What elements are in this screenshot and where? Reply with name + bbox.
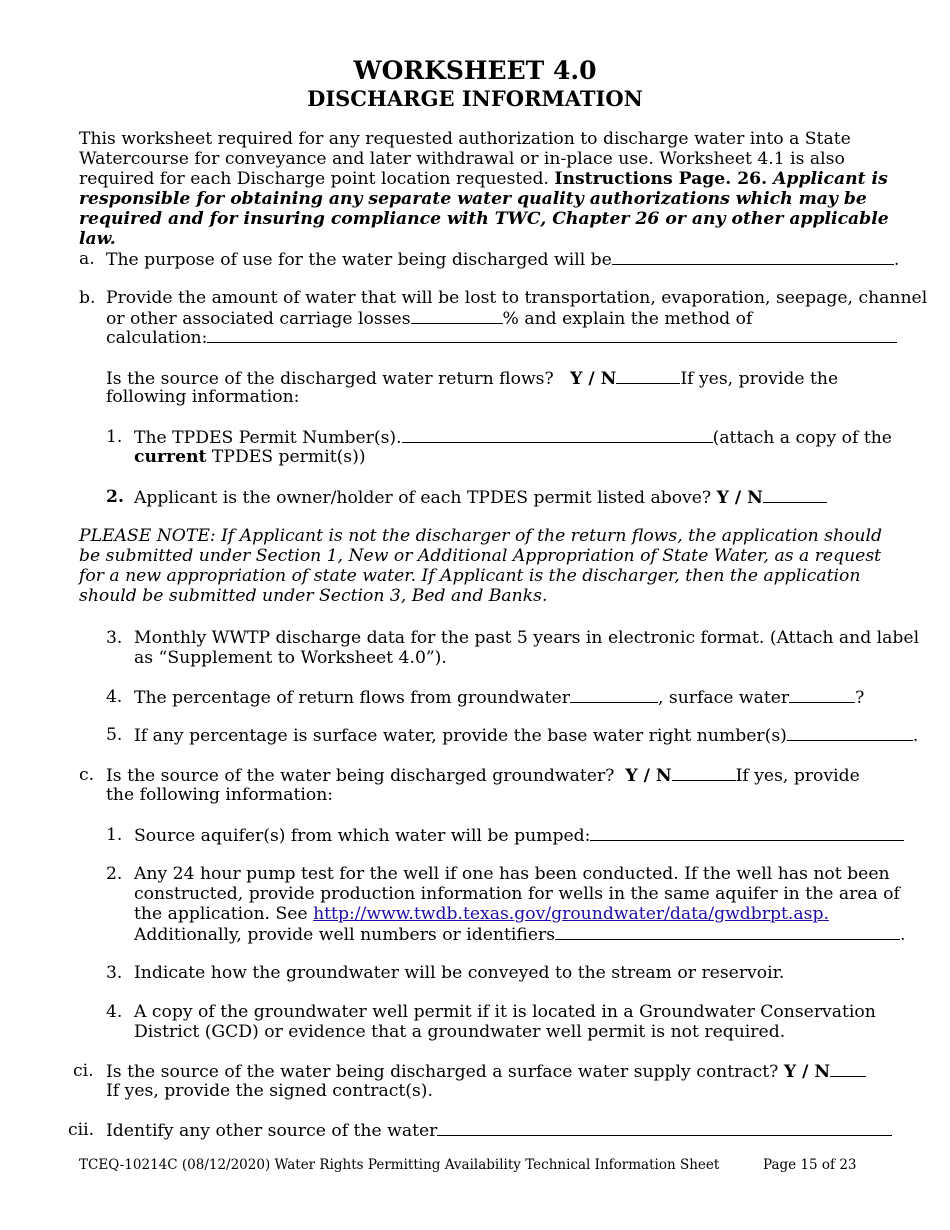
- calculation-method-field[interactable]: [207, 327, 897, 343]
- c-item-3: Indicate how the groundwater will be conveyed to the stream or reservoir.: [134, 963, 785, 983]
- b-item-1-line2-rest: TPDES permit(s)): [206, 447, 366, 467]
- b-item-1-post: (attach a copy of the: [712, 428, 892, 448]
- item-ci-marker: ci.: [73, 1061, 94, 1081]
- b-item-5: [134, 725, 918, 746]
- item-c-marker: c.: [79, 765, 95, 785]
- c-item-2-line1: Any 24 hour pump test for the well if one has been conducted. If the well has not been: [134, 864, 890, 884]
- b-item-2-text: Applicant is the owner/holder of each TPDES permit listed above?: [134, 488, 712, 508]
- b-item-4-end: ?: [855, 688, 865, 708]
- item-b-line3-text: calculation:: [106, 328, 208, 348]
- item-a-text: The purpose of use for the water being discharged will be: [106, 250, 612, 270]
- groundwater-percent-field[interactable]: [570, 687, 658, 703]
- b-item-1-line2: [134, 447, 366, 467]
- c-item-2-num: 2.: [106, 864, 123, 884]
- carriage-loss-percent-field[interactable]: [411, 308, 503, 324]
- item-c-yn: Y / N: [625, 766, 672, 786]
- b-item-2-num: 2.: [106, 487, 124, 507]
- supply-contract-answer-field[interactable]: [830, 1061, 866, 1077]
- b-item-1: [134, 427, 892, 448]
- item-cii: [106, 1120, 892, 1141]
- surface-water-percent-field[interactable]: [789, 687, 855, 703]
- c-item-2-line3-pre: the application. See: [134, 904, 314, 924]
- item-b-line2-pre: or other associated carriage losses: [106, 309, 411, 329]
- b-item-1-num: 1.: [106, 427, 123, 447]
- c-item-4-num: 4.: [106, 1002, 123, 1022]
- item-ci-yn: Y / N: [783, 1062, 831, 1082]
- item-c-post: If yes, provide: [735, 766, 860, 786]
- item-cii-marker: cii.: [68, 1120, 95, 1140]
- b-item-3-line2: as “Supplement to Worksheet 4.0”).: [134, 648, 447, 668]
- c-item-2-line3-post: .: [823, 904, 829, 924]
- b-item-5-num: 5.: [106, 725, 123, 745]
- purpose-of-use-field[interactable]: [612, 249, 894, 265]
- c-item-1-num: 1.: [106, 825, 123, 845]
- tpdes-permit-number-field[interactable]: [402, 427, 713, 443]
- b-item-4-mid: , surface water: [657, 688, 790, 708]
- b-item-2-yn: Y / N: [716, 488, 763, 508]
- item-c: [106, 765, 860, 786]
- b-item-5-end: .: [912, 726, 919, 746]
- permit-owner-answer-field[interactable]: [763, 487, 827, 503]
- return-flows-yn: Y / N: [570, 369, 617, 389]
- item-a: [106, 249, 899, 270]
- return-flows-line2: following information:: [106, 387, 300, 407]
- item-b-line1: Provide the amount of water that will be lost to transportation, evaporation, seepage, channel: [106, 288, 928, 308]
- intro-warning: Applicant is responsible for obtaining any separate water quality authorizations which may be required and for insuring compliance with TWC, Chapter 26 or any other applicable law.: [79, 169, 889, 249]
- b-item-4-num: 4.: [106, 687, 123, 707]
- c-item-2-line4-text: Additionally, provide well numbers or identifiers: [134, 925, 556, 945]
- b-item-1-current: current: [134, 447, 207, 467]
- intro-text: This worksheet required for any requested authorization to discharge water into a State Watercourse for conveyance and later withdrawal or in-place use. Worksheet 4.1 is also required for each Discharge point location requested.: [79, 129, 851, 189]
- c-item-2-line4: [134, 924, 906, 945]
- other-source-field[interactable]: [437, 1120, 892, 1136]
- source-aquifer-field[interactable]: [590, 825, 904, 841]
- return-flows-answer-field[interactable]: [616, 368, 680, 384]
- item-a-end: .: [893, 250, 900, 270]
- c-item-2-line2: constructed, provide production information for wells in the same aquifer in the area of: [134, 884, 900, 904]
- well-identifiers-field[interactable]: [555, 924, 900, 940]
- c-item-1-text: Source aquifer(s) from which water will be pumped:: [134, 826, 591, 846]
- b-item-1-pre: The TPDES Permit Number(s).: [134, 428, 402, 448]
- b-item-3-num: 3.: [106, 628, 123, 648]
- worksheet-subtitle: DISCHARGE INFORMATION: [307, 86, 643, 111]
- item-c-line2: the following information:: [106, 785, 334, 805]
- b-item-3-line1: Monthly WWTP discharge data for the past 5 years in electronic format. (Attach and label: [134, 628, 920, 648]
- intro-paragraph: [79, 129, 891, 249]
- c-item-1: [134, 825, 904, 846]
- item-c-question: Is the source of the water being discharged groundwater?: [106, 766, 615, 786]
- worksheet-title: WORKSHEET 4.0: [353, 56, 597, 85]
- please-note: PLEASE NOTE: If Applicant is not the discharger of the return flows, the application should be submitted under Section 1, New or Additional Appropriation of State Water, as a request for a new appropriation of state water. If Applicant is the discharger, then the application should be submitted under Section 3, Bed and Banks.: [79, 526, 882, 606]
- c-item-2-line4-end: .: [900, 925, 906, 945]
- item-ci-text: Is the source of the water being discharged a surface water supply contract?: [106, 1062, 779, 1082]
- item-b-line2-post: % and explain the method of: [502, 309, 753, 329]
- c-item-3-num: 3.: [106, 963, 123, 983]
- item-cii-text: Identify any other source of the water: [106, 1121, 438, 1141]
- item-b-marker: b.: [79, 288, 96, 308]
- b-item-5-pre: If any percentage is surface water, provide the base water right number(s): [134, 726, 787, 746]
- item-ci-line2: If yes, provide the signed contract(s).: [106, 1081, 433, 1101]
- footer-form-id: TCEQ-10214C (08/12/2020) Water Rights Permitting Availability Technical Information Sheet: [79, 1157, 720, 1173]
- item-b-line2: [106, 308, 752, 329]
- c-item-4-line1: A copy of the groundwater well permit if it is located in a Groundwater Conservation: [134, 1002, 876, 1022]
- c-item-4-line2: District (GCD) or evidence that a groundwater well permit is not required.: [134, 1022, 786, 1042]
- base-water-right-number-field[interactable]: [787, 725, 913, 741]
- intro-instructions: Instructions Page. 26.: [554, 169, 768, 189]
- b-item-2: [134, 487, 827, 508]
- b-item-4-pre: The percentage of return flows from groundwater: [134, 688, 570, 708]
- return-flows-text: Is the source of the discharged water return flows?: [106, 369, 554, 389]
- item-a-marker: a.: [79, 249, 95, 269]
- c-item-2-line3: [134, 904, 829, 924]
- item-ci: [106, 1061, 866, 1082]
- item-b-line3: [106, 327, 897, 348]
- groundwater-source-answer-field[interactable]: [672, 765, 736, 781]
- footer-page-number: Page 15 of 23: [763, 1157, 857, 1173]
- b-item-4: [134, 687, 864, 708]
- return-flows-question: [106, 368, 838, 389]
- return-flows-post: If yes, provide the: [680, 369, 839, 389]
- twdb-groundwater-link[interactable]: http://www.twdb.texas.gov/groundwater/data/gwdbrpt.asp: [313, 904, 824, 924]
